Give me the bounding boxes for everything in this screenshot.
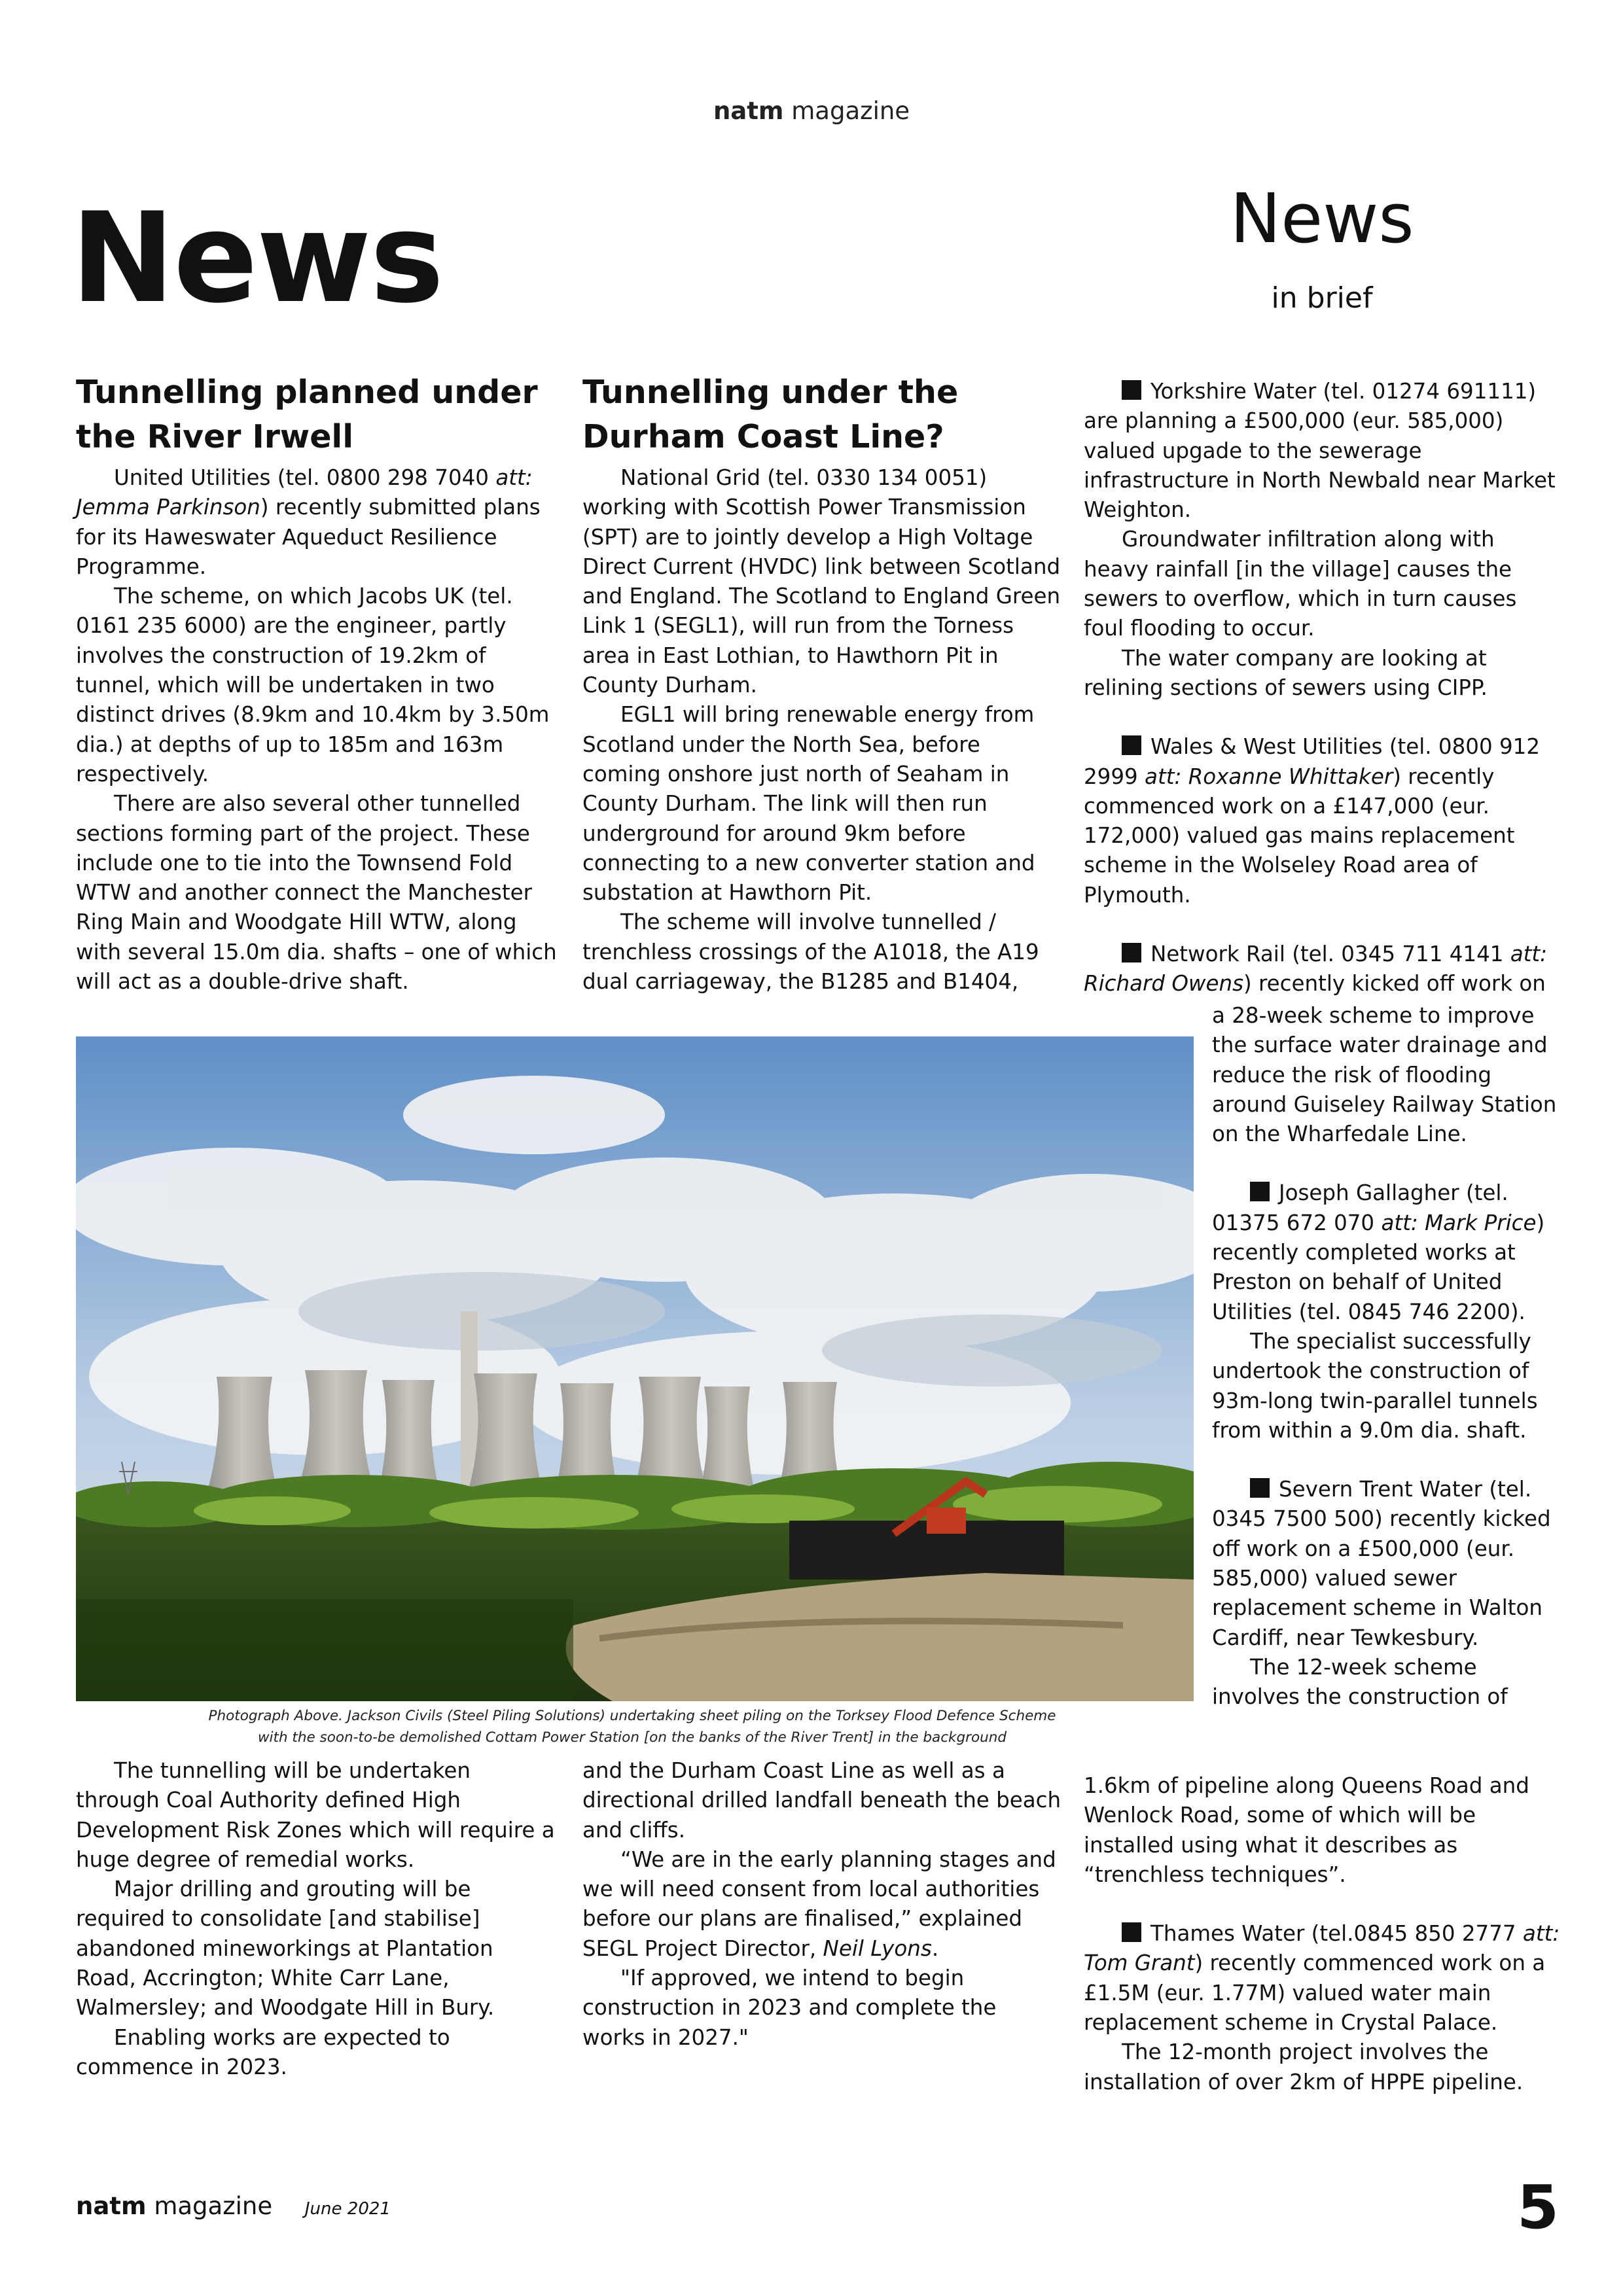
contact-name: att: Jemma Parkinson bbox=[76, 465, 533, 520]
paragraph: "If approved, we intend to begin construction in 2023 and complete the works in 2027." bbox=[582, 1966, 997, 2050]
paragraph: The scheme will involve tunnelled / trenchless crossings of the A1018, the A19 dual carriageway, the B1285 and B1404, bbox=[582, 910, 1039, 995]
article-irwell-top bbox=[76, 370, 557, 997]
brief-item: Joseph Gallagher (tel. 01375 672 070 att: Mark Price) recently completed works at Preston on behalf of United Utilities (tel. 0845 746 2200). bbox=[1212, 1180, 1545, 1324]
page-number: 5 bbox=[1517, 2172, 1560, 2242]
article-irwell-bottom bbox=[76, 1756, 557, 2082]
masthead bbox=[0, 97, 1623, 125]
photo-cottam-power-station bbox=[76, 1036, 1194, 1701]
bullet-square-icon bbox=[1122, 943, 1141, 963]
masthead-rest: magazine bbox=[791, 97, 910, 125]
masthead-brand: natm bbox=[713, 97, 784, 125]
photo-caption: Photograph Above. Jackson Civils (Steel Piling Solutions) undertaking sheet piling on the Torksey Flood Defence Scheme with the soon-to-be demolished Cottam Power Station [on the banks of the River Trent] in the background bbox=[208, 1708, 1056, 1746]
paragraph: The 12-month project involves the installation of over 2km of HPPE pipeline. bbox=[1084, 2040, 1524, 2094]
paragraph: EGL1 will bring renewable energy from Scotland under the North Sea, before coming onshore just north of Seaham in County Durham. The link will then run underground for around 9km before connecting to a new converter station and substation at Hawthorn Pit. bbox=[582, 702, 1035, 906]
page-title: News bbox=[71, 186, 443, 330]
news-in-brief-lower bbox=[1084, 1771, 1561, 2097]
bullet-square-icon bbox=[1250, 1182, 1270, 1201]
paragraph: Groundwater infiltration along with heavy rainfall [in the village] causes the sewers to overflow, which in turn causes foul flooding to occur. bbox=[1084, 527, 1517, 641]
paragraph: 1.6km of pipeline along Queens Road and Wenlock Road, some of which will be installed using what it describes as “trenchless techniques”. bbox=[1084, 1773, 1529, 1887]
brief-item: Thames Water (tel.0845 850 2777 att: Tom Grant) recently commenced work on a £1.5M (eur. 1.77M) valued water main replacement scheme in Crystal Palace. bbox=[1084, 1921, 1560, 2036]
paragraph: Enabling works are expected to commence in 2023. bbox=[76, 2024, 450, 2079]
bullet-square-icon bbox=[1122, 380, 1141, 400]
news-in-brief-subtitle: in brief bbox=[1271, 281, 1373, 315]
paragraph: The 12-week scheme involves the construction of bbox=[1212, 1654, 1508, 1710]
paragraph: a 28-week scheme to improve the surface water drainage and reduce the risk of flooding around Guiseley Railway Station on the Wharfedale Line. bbox=[1212, 1003, 1557, 1147]
article-durham-bottom bbox=[582, 1756, 1063, 2053]
paragraph: National Grid (tel. 0330 134 0051) working with Scottish Power Transmission (SPT) are to jointly develop a High Voltage Direct Current (HVDC) link between Scotland and England. The Scotland to England Green Link 1 (SEGL1), will run from the Torness area in East Lothian, to Hawthorn Pit in County Durham. bbox=[582, 465, 1061, 698]
brief-item: Severn Trent Water (tel. 0345 7500 500) recently kicked off work on a £500,000 (eur. 585,000) valued sewer replacement scheme in Walton Cardiff, near Tewkesbury. bbox=[1212, 1477, 1551, 1650]
paragraph: Major drilling and grouting will be required to consolidate [and stabilise] abandoned mineworkings at Plantation Road, Accrington; White Carr Lane, Walmersley; and Woodgate Hill in Bury. bbox=[76, 1877, 495, 2021]
footer bbox=[76, 2192, 391, 2220]
headline-durham: Tunnelling under the Durham Coast Line? bbox=[582, 374, 959, 455]
footer-brand: natm bbox=[76, 2192, 147, 2220]
news-in-brief-title: News bbox=[1230, 179, 1414, 258]
bullet-square-icon bbox=[1122, 735, 1141, 755]
bullet-square-icon bbox=[1250, 1478, 1270, 1498]
footer-magazine: magazine bbox=[154, 2192, 273, 2220]
brief-item: Wales & West Utilities (tel. 0800 912 2999 att: Roxanne Whittaker) recently commenced work on a £147,000 (eur. 172,000) valued gas mains replacement scheme in the Wolseley Road area of Plymouth. bbox=[1084, 734, 1540, 908]
issue-date: June 2021 bbox=[304, 2199, 391, 2219]
bullet-square-icon bbox=[1122, 1922, 1141, 1942]
news-in-brief-narrow bbox=[1212, 1001, 1565, 1712]
news-in-brief-upper bbox=[1084, 377, 1561, 999]
paragraph: and the Durham Coast Line as well as a directional drilled landfall beneath the beach and cliffs. bbox=[582, 1758, 1061, 1843]
paragraph: “We are in the early planning stages and we will need consent from local authorities before our plans are finalised,” explained SEGL Project Director, Neil Lyons. bbox=[582, 1846, 1056, 1961]
paragraph: The water company are looking at relining sections of sewers using CIPP. bbox=[1084, 645, 1488, 700]
paragraph: There are also several other tunnelled sections forming part of the project. These include one to tie into the Townsend Fold WTW and another connect the Manchester Ring Main and Woodgate Hill WTW, along with several 15.0m dia. shafts – one of which will act as a double-drive shaft. bbox=[76, 791, 557, 995]
brief-item: Yorkshire Water (tel. 01274 691111) are planning a £500,000 (eur. 585,000) valued upgade to the sewerage infrastructure in North Newbald near Market Weighton. bbox=[1084, 379, 1556, 523]
paragraph: The specialist successfully undertook the construction of 93m-long twin-parallel tunnels from within a 9.0m dia. shaft. bbox=[1212, 1328, 1538, 1443]
brief-item: Network Rail (tel. 0345 711 4141 att: Richard Owens) recently kicked off work on bbox=[1084, 942, 1548, 997]
paragraph: United Utilities (tel. 0800 298 7040 att: Jemma Parkinson) recently submitted plans for its Haweswater Aqueduct Resilience Programme. bbox=[76, 465, 541, 579]
headline-irwell: Tunnelling planned under the River Irwell bbox=[76, 374, 538, 455]
article-durham-top bbox=[582, 370, 1063, 997]
paragraph: The tunnelling will be undertaken through Coal Authority defined High Development Risk Zones which will require a huge degree of remedial works. bbox=[76, 1758, 555, 1872]
paragraph: The scheme, on which Jacobs UK (tel. 0161 235 6000) are the engineer, partly involves the construction of 19.2km of tunnel, which will be undertaken in two distinct drives (8.9km and 10.4km by 3.50m dia.) at depths of up to 185m and 163m respectively. bbox=[76, 584, 550, 786]
